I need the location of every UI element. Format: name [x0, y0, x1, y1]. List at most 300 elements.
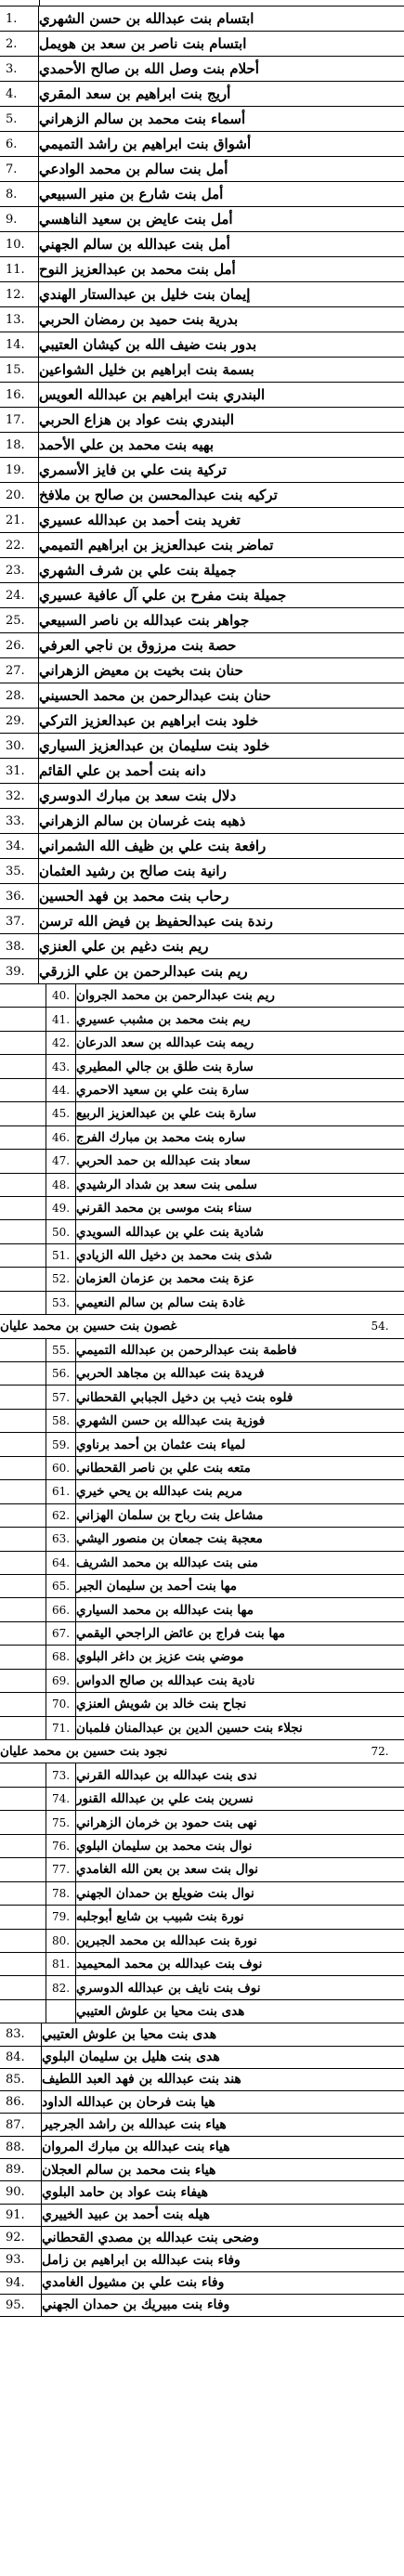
row-number: 94. — [0, 2272, 42, 2294]
row-number: 86. — [0, 2091, 42, 2113]
table-row — [0, 1433, 404, 1456]
row-number: 19. — [0, 458, 39, 482]
row-name: وفاء بنت علي بن مشيول الغامدي — [42, 2275, 225, 2291]
row-number: 8. — [0, 182, 39, 206]
table-row — [0, 1362, 404, 1386]
row-number: 7. — [0, 157, 39, 181]
name-column-header — [39, 0, 404, 7]
table-row — [0, 1220, 404, 1243]
row-name: ريمه بنت عبدالله بن سعد الدرعان — [76, 1035, 254, 1051]
left-margin-cell — [0, 1055, 46, 1077]
left-margin-cell — [0, 1197, 46, 1219]
row-number: 88. — [0, 2137, 42, 2158]
row-number: 80. — [46, 1930, 76, 1952]
row-number: 3. — [0, 57, 39, 81]
row-name: جميلة بنت مفرح بن علي آل عافية عسيري — [39, 587, 287, 604]
row-number: 62. — [46, 1504, 76, 1527]
table-row — [0, 784, 404, 809]
row-number: 6. — [0, 132, 39, 156]
row-name: شذى بنت محمد بن دخيل الله الزيادي — [76, 1248, 273, 1264]
table-row — [0, 1008, 404, 1031]
left-margin-cell — [0, 1528, 46, 1550]
table-row — [0, 1339, 404, 1362]
table-row — [0, 458, 404, 483]
table-row — [0, 332, 404, 358]
table-row — [0, 1032, 404, 1055]
row-name: دانه بنت أحمد بن علي القائم — [39, 762, 206, 779]
row-name: نهى بنت حمود بن خرمان الزهراني — [76, 1815, 257, 1830]
row-number: 57. — [46, 1386, 76, 1408]
row-number: 75. — [46, 1811, 76, 1833]
table-row — [0, 2000, 404, 2023]
table-row — [0, 2069, 404, 2091]
table-row — [0, 282, 404, 307]
row-number: 81. — [46, 1953, 76, 1975]
left-margin-cell — [0, 1811, 46, 1833]
row-name: مها بنت فراج بن عائض الراجحي اليقمي — [76, 1626, 285, 1642]
left-margin-cell — [0, 1480, 46, 1503]
row-number: 52. — [46, 1268, 76, 1290]
table-row — [0, 984, 404, 1008]
row-name: رندة بنت عبدالحفيظ بن فيض الله ترسن — [39, 913, 273, 930]
left-margin-cell — [0, 1433, 46, 1455]
row-name: البندري بنت ابراهيم بن عبدالله العويس — [39, 386, 266, 403]
row-name: سارة بنت علي بن سعيد الاحمري — [76, 1082, 250, 1098]
left-margin-cell — [0, 1552, 46, 1574]
row-number: 24. — [0, 583, 39, 607]
table-row — [0, 1480, 404, 1503]
row-number: 25. — [0, 608, 39, 632]
table-row — [0, 307, 404, 332]
left-margin-cell — [0, 1575, 46, 1597]
row-number: 33. — [0, 809, 39, 833]
table-row — [0, 2137, 404, 2159]
table-row — [0, 1244, 404, 1268]
table-row — [0, 383, 404, 408]
table-row — [0, 358, 404, 383]
left-margin-cell — [0, 1410, 46, 1432]
row-number: 83. — [0, 2023, 42, 2045]
table-top-border — [0, 0, 404, 7]
left-margin-cell — [0, 1693, 46, 1715]
row-number: 5. — [0, 107, 39, 131]
table-row — [0, 608, 404, 633]
row-number: 27. — [0, 658, 39, 683]
left-margin-cell — [0, 984, 46, 1007]
row-name: نوال بنت محمد بن سليمان البلوي — [76, 1838, 253, 1854]
row-name: نجلاء بنت حسين الدين بن عبدالمنان فلمبان — [76, 1720, 303, 1736]
left-margin-cell — [0, 1906, 46, 1928]
table-row — [0, 1126, 404, 1150]
table-row — [0, 658, 404, 683]
row-name: هياء بنت عبدالله بن مبارك المروان — [42, 2140, 230, 2155]
table-row — [0, 7, 404, 32]
table-row — [0, 132, 404, 157]
table-row — [0, 1410, 404, 1433]
table-row — [0, 1646, 404, 1669]
row-number: 92. — [0, 2227, 42, 2248]
left-margin-cell — [0, 1150, 46, 1172]
table-row — [0, 2227, 404, 2249]
table-row — [0, 408, 404, 433]
row-number: 53. — [46, 1292, 76, 1314]
table-row — [0, 1953, 404, 1976]
row-number: 28. — [0, 683, 39, 708]
row-name: سلمى بنت سعد بن شداد الرشيدي — [76, 1177, 257, 1192]
row-number: 13. — [0, 307, 39, 332]
row-number: 26. — [0, 633, 39, 657]
row-number: 9. — [0, 207, 39, 231]
table-row — [0, 934, 404, 959]
row-name: ساره بنت محمد بن مبارك الفرج — [76, 1129, 246, 1145]
row-number: 69. — [46, 1670, 76, 1692]
row-name: وفاء بنت مبيريك بن حمدان الجهني — [42, 2297, 230, 2313]
row-number: 16. — [0, 383, 39, 407]
row-number: 30. — [0, 734, 39, 758]
row-number: 37. — [0, 909, 39, 933]
row-number: 23. — [0, 558, 39, 582]
row-number: 41. — [46, 1008, 76, 1030]
left-margin-cell — [0, 1598, 46, 1620]
table-row — [0, 1528, 404, 1551]
row-name: نوف بنت عبدالله بن محمد المحيميد — [76, 1957, 263, 1972]
row-number: 12. — [0, 282, 39, 306]
row-number: 74. — [46, 1788, 76, 1810]
row-number: 17. — [0, 408, 39, 432]
table-row — [0, 1976, 404, 1999]
row-number: 32. — [0, 784, 39, 808]
table-row — [0, 2295, 404, 2317]
table-row — [0, 633, 404, 658]
row-number: 90. — [0, 2181, 42, 2203]
row-number: 58. — [46, 1410, 76, 1432]
table-row — [0, 2181, 404, 2204]
left-margin-cell — [0, 1622, 46, 1645]
table-row — [0, 759, 404, 784]
row-name: نوف بنت نايف بن عبدالله الدوسري — [76, 1980, 261, 1996]
row-number: 35. — [0, 859, 39, 883]
row-number: 14. — [0, 332, 39, 357]
left-margin-cell — [0, 1244, 46, 1267]
table-row — [0, 2114, 404, 2136]
left-margin-cell — [0, 1953, 46, 1975]
row-number: 40. — [46, 984, 76, 1007]
left-margin-cell — [0, 1882, 46, 1905]
row-number: 47. — [46, 1150, 76, 1172]
table-row — [0, 683, 404, 709]
row-name: أريج بنت ابراهيم بن سعد المقري — [39, 85, 231, 102]
row-name: موضي بنت عزيز بن داغر البلوي — [76, 1649, 244, 1665]
row-name: لمياء بنت عثمان بن أحمد برناوي — [76, 1437, 246, 1452]
left-margin-cell — [0, 1386, 46, 1408]
row-number: 4. — [0, 82, 39, 106]
table-row — [0, 2272, 404, 2295]
row-name: خلود بنت ابراهيم بن عبدالعزيز التركي — [39, 712, 259, 729]
row-number: 34. — [0, 834, 39, 858]
row-number: 15. — [0, 358, 39, 382]
row-name: مها بنت عبدالله بن محمد السياري — [76, 1602, 254, 1618]
row-number: 77. — [46, 1858, 76, 1880]
row-number: 85. — [0, 2069, 42, 2090]
row-number: 72. — [371, 1745, 389, 1759]
row-name: تغريد بنت أحمد بن عبدالله عسيري — [39, 512, 241, 528]
left-margin-cell — [0, 1362, 46, 1385]
table-row — [0, 107, 404, 132]
table-row — [0, 1268, 404, 1291]
row-name: ابتسام بنت ناصر بن سعد بن هويمل — [39, 35, 247, 52]
table-row — [0, 2091, 404, 2114]
table-row — [0, 57, 404, 82]
row-name: ريم بنت دغيم بن علي العنزي — [39, 938, 209, 955]
table-row — [0, 182, 404, 207]
left-margin-cell — [0, 1268, 46, 1290]
row-name: سارة بنت طلق بن جالي المطيري — [76, 1059, 254, 1074]
row-number — [46, 2000, 76, 2023]
row-name: البندري بنت عواد بن هزاع الحربي — [39, 411, 235, 428]
row-name: أسماء بنت محمد بن سالم الزهراني — [39, 111, 246, 127]
table-row — [0, 2047, 404, 2069]
table-row — [0, 859, 404, 884]
names-table — [0, 7, 404, 2317]
table-row — [0, 959, 404, 984]
row-name: أشواق بنت ابراهيم بن راشد التميمي — [39, 136, 252, 152]
table-row — [0, 1102, 404, 1125]
left-margin-cell — [0, 1174, 46, 1196]
left-margin-cell — [0, 1339, 46, 1361]
row-name: رافعة بنت علي بن ظيف الله الشمراني — [39, 838, 267, 854]
table-row — [0, 583, 404, 608]
table-row — [0, 1575, 404, 1598]
number-column-header — [0, 0, 40, 7]
row-name: بدور بنت ضيف الله بن كيشان العتيبي — [39, 336, 257, 353]
table-row — [0, 2159, 404, 2181]
table-row — [0, 32, 404, 57]
left-margin-cell — [0, 1126, 46, 1149]
row-number: 11. — [0, 257, 39, 281]
row-name: تماضر بنت عبدالعزيز بن ابراهيم التميمي — [39, 537, 274, 553]
row-number: 63. — [46, 1528, 76, 1550]
row-name: نسرين بنت علي بن عبدالله القنور — [76, 1791, 254, 1807]
row-number: 18. — [0, 433, 39, 457]
row-name: ابتسام بنت عبدالله بن حسن الشهري — [39, 10, 254, 27]
row-number: 42. — [46, 1032, 76, 1054]
table-row — [0, 2023, 404, 2046]
row-number: 64. — [46, 1552, 76, 1574]
left-margin-cell — [0, 1646, 46, 1668]
row-number: 49. — [46, 1197, 76, 1219]
row-name: جميلة بنت علي بن شرف الشهري — [39, 562, 237, 579]
row-number: 43. — [46, 1055, 76, 1077]
row-name: معجبة بنت جمعان بن منصور اليشي — [76, 1531, 263, 1547]
row-name: رانية بنت صالح بن رشيد العثمان — [39, 863, 227, 879]
row-name: نوال بنت ضويلع بن حمدان الجهني — [76, 1885, 254, 1901]
row-number: 67. — [46, 1622, 76, 1645]
left-margin-cell — [0, 1788, 46, 1810]
table-row — [0, 1055, 404, 1078]
row-name: ندى بنت عبدالله بن عبدالله القرني — [76, 1767, 257, 1783]
row-name: بهيه بنت محمد بن علي الأحمد — [39, 436, 215, 453]
row-name: حنان بنت بخيت بن معيض الزهراني — [39, 662, 243, 679]
row-number: 50. — [46, 1220, 76, 1242]
row-number: 66. — [46, 1598, 76, 1620]
row-number: 76. — [46, 1835, 76, 1857]
left-margin-cell — [0, 1763, 46, 1786]
table-row — [0, 483, 404, 508]
table-row — [0, 734, 404, 759]
table-row — [0, 433, 404, 458]
row-number: 91. — [0, 2205, 42, 2226]
table-row — [0, 1504, 404, 1528]
row-name: نادية بنت عبدالله بن صالح الدواس — [76, 1672, 255, 1688]
row-name: إيمان بنت خليل بن عبدالستار الهندي — [39, 286, 251, 303]
row-number: 60. — [46, 1457, 76, 1479]
table-row — [0, 1882, 404, 1906]
row-number: 68. — [46, 1646, 76, 1668]
table-row — [0, 1386, 404, 1409]
row-number: 46. — [46, 1126, 76, 1149]
row-number: 44. — [46, 1079, 76, 1101]
row-number: 89. — [0, 2159, 42, 2180]
table-row — [0, 1930, 404, 1953]
row-number: 93. — [0, 2249, 42, 2270]
table-row — [0, 1858, 404, 1881]
table-row — [0, 508, 404, 533]
row-number: 10. — [0, 232, 39, 256]
row-name: ذهبه بنت غرسان بن سالم الزهراني — [39, 813, 246, 829]
table-row — [0, 1670, 404, 1693]
row-number: 31. — [0, 759, 39, 783]
row-number: 73. — [46, 1763, 76, 1786]
table-row — [0, 1693, 404, 1716]
row-name: جواهر بنت عبدالله بن ناصر السبيعي — [39, 612, 250, 629]
row-name: نورة بنت عبدالله بن محمد الجبرين — [76, 1932, 257, 1948]
row-number: 55. — [46, 1339, 76, 1361]
left-margin-cell — [0, 1976, 46, 1998]
row-name: نجاح بنت خالد بن شويش العنزي — [76, 1697, 247, 1712]
table-row — [0, 884, 404, 909]
row-name: شادية بنت علي بن عبدالله السويدي — [76, 1224, 264, 1240]
row-name: وفاء بنت عبدالله بن ابراهيم بن زامل — [42, 2252, 241, 2268]
row-name: هياء بنت عبدالله بن راشد الجرجير — [42, 2117, 227, 2133]
row-name: منى بنت عبدالله بن محمد الشريف — [76, 1555, 258, 1570]
row-name: سارة بنت علي بن عبدالعزيز الربيع — [76, 1106, 256, 1122]
row-name: متعه بنت علي بن ناصر القحطاني — [76, 1460, 251, 1476]
row-name: سعاد بنت عبدالله بن حمد الحربي — [76, 1153, 251, 1169]
row-name: هدى بنت محيا بن علوش العتيبي — [76, 2004, 245, 2020]
table-row — [0, 1763, 404, 1787]
row-name: عزة بنت محمد بن عزمان العزمان — [76, 1271, 254, 1287]
row-name: تركية بنت علي بن فايز الأسمري — [39, 462, 227, 478]
row-name: هند بنت عبدالله بن فهد العبد اللطيف — [42, 2072, 241, 2088]
table-row — [0, 2205, 404, 2227]
left-margin-cell — [0, 1457, 46, 1479]
row-name: أمل بنت شارع بن منير السبيعي — [39, 186, 224, 202]
row-name: حصة بنت مرزوق بن ناجي العرفي — [39, 637, 237, 654]
row-name: هيله بنت أحمد بن عبيد الخييري — [42, 2207, 211, 2223]
table-row — [0, 1292, 404, 1315]
table-row — [0, 834, 404, 859]
left-margin-cell — [0, 2000, 46, 2023]
row-name: مريم بنت عبدالله بن يحي خيري — [76, 1484, 242, 1500]
table-row — [0, 1150, 404, 1173]
row-number: 38. — [0, 934, 39, 958]
row-name: أمل بنت سالم بن محمد الوادعي — [39, 161, 228, 177]
row-name: فوزية بنت عبدالله بن حسن الشهري — [76, 1413, 266, 1429]
left-margin-cell — [0, 1008, 46, 1030]
left-margin-cell — [0, 1032, 46, 1054]
table-row — [0, 82, 404, 107]
left-margin-cell — [0, 1835, 46, 1857]
row-name: تركيه بنت عبدالمحسن بن صالح بن ملافخ — [39, 487, 278, 503]
table-row — [0, 1717, 404, 1740]
row-name: فلوه بنت ذيب بن دخيل الجبابي القحطاني — [76, 1389, 293, 1405]
row-number: 82. — [46, 1976, 76, 1998]
row-name: غصون بنت حسين بن محمد عليان — [0, 1319, 177, 1334]
table-row — [0, 1079, 404, 1102]
table-row — [0, 1835, 404, 1858]
row-number: 21. — [0, 508, 39, 532]
row-name: أمل بنت عبدالله بن سالم الجهني — [39, 236, 230, 253]
row-number: 1. — [0, 7, 39, 31]
row-number: 70. — [46, 1693, 76, 1715]
row-name: فاطمة بنت عبدالرحمن بن عبدالله التميمي — [76, 1342, 297, 1358]
row-number: 95. — [0, 2295, 42, 2316]
table-row — [0, 232, 404, 257]
row-name: فريدة بنت عبدالله بن مجاهد الحربي — [76, 1366, 265, 1382]
table-row — [0, 2249, 404, 2271]
row-name: أمل بنت عايض بن سعيد الناهسي — [39, 211, 233, 228]
table-row — [0, 1622, 404, 1646]
row-number: 56. — [46, 1362, 76, 1385]
table-row — [0, 1315, 404, 1338]
table-row — [0, 1740, 404, 1763]
table-row — [0, 1811, 404, 1834]
row-name: نورة بنت شبيب بن شايع أبوجلبه — [76, 1909, 244, 1925]
row-name: رحاب بنت محمد بن فهد الحسين — [39, 888, 229, 904]
row-name: هيفاء بنت عواد بن حامد البلوي — [42, 2184, 209, 2200]
table-row — [0, 1906, 404, 1929]
table-row — [0, 257, 404, 282]
row-name: هدى بنت محيا بن علوش العتيبي — [42, 2026, 217, 2042]
row-name: دلال بنت سعد بن مبارك الدوسري — [39, 787, 237, 804]
row-name: ريم بنت عبدالرحمن بن علي الزرقي — [39, 963, 248, 980]
table-row — [0, 157, 404, 182]
row-name: أحلام بنت وصل الله بن صالح الأحمدي — [39, 60, 259, 77]
row-number: 45. — [46, 1102, 76, 1125]
row-name: سناء بنت موسى بن محمد القرني — [76, 1201, 253, 1216]
row-number: 22. — [0, 533, 39, 557]
row-number: 59. — [46, 1433, 76, 1455]
row-number: 20. — [0, 483, 39, 507]
row-name: وضحى بنت عبدالله بن مصدي القحطاني — [42, 2230, 259, 2245]
left-margin-cell — [0, 1102, 46, 1125]
row-number: 65. — [46, 1575, 76, 1597]
table-row — [0, 1598, 404, 1621]
row-name: هياء بنت محمد بن سالم العجلان — [42, 2162, 216, 2178]
table-row — [0, 1457, 404, 1480]
table-row — [0, 1197, 404, 1220]
row-number: 87. — [0, 2114, 42, 2135]
table-row — [0, 533, 404, 558]
left-margin-cell — [0, 1670, 46, 1692]
row-number: 61. — [46, 1480, 76, 1503]
table-row — [0, 909, 404, 934]
row-name: أمل بنت محمد بن عبدالعزيز النوح — [39, 261, 236, 278]
table-row — [0, 207, 404, 232]
row-number: 39. — [0, 959, 39, 983]
left-margin-cell — [0, 1220, 46, 1242]
table-row — [0, 709, 404, 734]
